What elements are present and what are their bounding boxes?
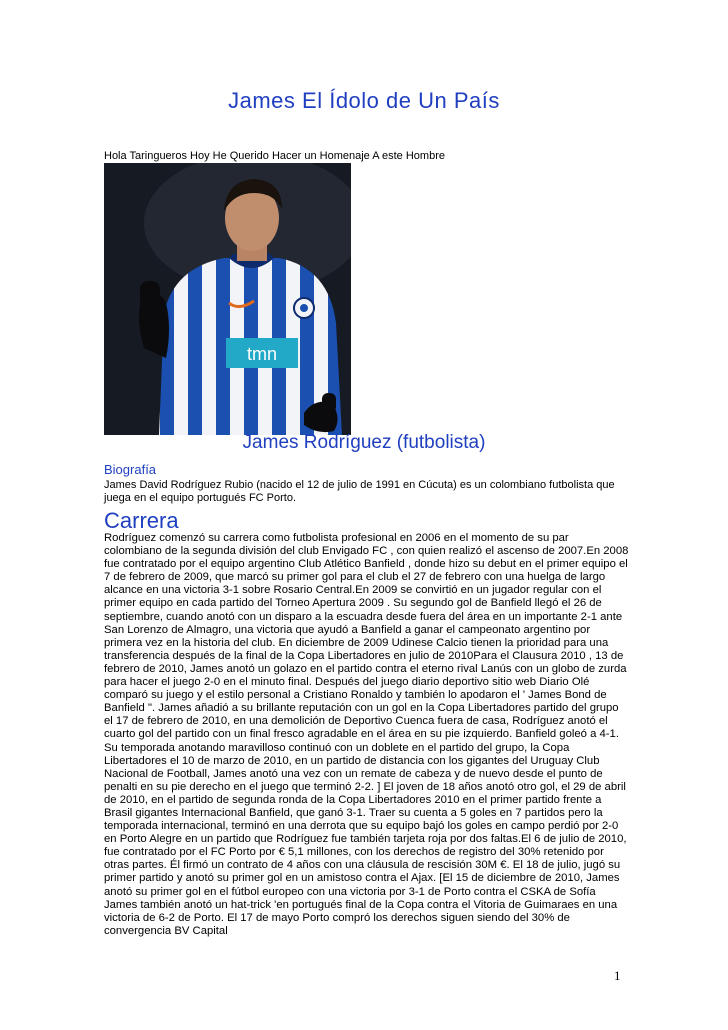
player-illustration xyxy=(104,163,351,435)
career-heading: Carrera xyxy=(104,508,179,533)
player-photo xyxy=(104,163,351,435)
biography-text: James David Rodríguez Rubio (nacido el 12 de julio de 1991 en Cúcuta) es un colombiano futbolista que juega en el equipo portugués FC Porto. xyxy=(104,479,615,504)
career-text: Rodríguez comenzó su carrera como futbolista profesional en 2006 en el momento de su par colombiano de la segunda división del club Envigado FC , con quien realizó el ascenso de 2007.En 2008 fue contratado por el equipo argentino Club Atlético Banfield , donde hizo su debut en el primer equipo el 7 de febrero de 2009, que marcó su primer gol para el club el 27 de febrero con una huelga de largo alcance en una victoria 3-1 sobre Rosario Central.En 2009 se convirtió en un jugador regular con el primer equipo en cada partido del Torneo Apertura 2009 . Su segundo gol de Banfield llegó el 26 de septiembre, cuando anotó con un disparo a la escuadra desde fuera del área en un importante 2-1 ante San Lorenzo de Almagro, una victoria que ayudó a Banfield a ganar el campeonato argentino por primera vez en la historia del club. En diciembre de 2009 Udinese Calcio tienen la prioridad para una transferencia después de la final de la Copa Libertadores en julio de 2010Para el Clausura 2010 , 13 de febrero de 2010, James anotó un golazo en el partido contra el eterno rival Lanús con un globo de zurda para hacer el juego 2-0 en el minuto final. Después del juego diario deportivo sitio web Diario Olé comparó su juego y el estilo personal a Cristiano Ronaldo y también lo apodaron el ' James Bond de Banfield ". James añadió a su brillante reputación con un gol en la Copa Libertadores partido del grupo el 17 de febrero de 2010, en una demolición de Deportivo Cuenca fuera de casa, Rodríguez anotó el cuarto gol del partido con un final fresco agradable en el área en su pie izquierdo. Banfield goleó a 4-1. Su temporada anotando maravilloso continuó con un doblete en el partido del grupo, la Copa Libertadores el 10 de marzo de 2010, en un partido de distancia con los gigantes del Uruguay Club Nacional de Football, James anotó una vez con un remate de cabeza y de nuevo desde el punto de penalti en su pie derecho en el juego que terminó 2-2. ] El joven de 18 años anotó otro gol, el 29 de abril de 2010, en el partido de segunda ronda de la Copa Libertadores 2010 en el primer partido frente a Brasil gigantes Internacional Banfield, que ganó 3-1. Traer su cuenta a 5 goles en 7 partidos pero la temporada internacional, terminó en una derrota que su equipo bajó los goles en campo perdió por 2-0 en Porto Alegre en un partido que Rodríguez fue también tarjeta roja por dos faltas.El 6 de julio de 2010, fue contratado por el FC Porto por € 5,1 millones, con los derechos de registro del 30% retenido por otras partes. Él firmó un contrato de 4 años con una cláusula de rescisión 30M €. El 18 de julio, jugó su primer partido y anotó su primer gol en un amistoso contra el Ajax. [El 15 de diciembre de 2010, James anotó su primer gol en el fútbol europeo con una victoria por 3-1 de Porto contra el CSKA de Sofía James también anotó un hat-trick 'en portugués final de la Copa contra el Vitoria de Guimaraes en una victoria de 6-2 de Porto. El 17 de mayo Porto compró los derechos siguen siendo del 30% de convergencia BV Capital xyxy=(104,532,629,937)
biography-heading: Biografía xyxy=(104,462,157,477)
document-title: James El Ídolo de Un País xyxy=(228,88,500,113)
sponsor-logo: tmn xyxy=(246,344,278,364)
page-number: 1 xyxy=(614,968,621,983)
intro-text: Hola Taringueros Hoy He Querido Hacer un Homenaje A este Hombre xyxy=(104,150,445,162)
player-subheading: James Rodríguez (futbolista) xyxy=(242,432,486,453)
